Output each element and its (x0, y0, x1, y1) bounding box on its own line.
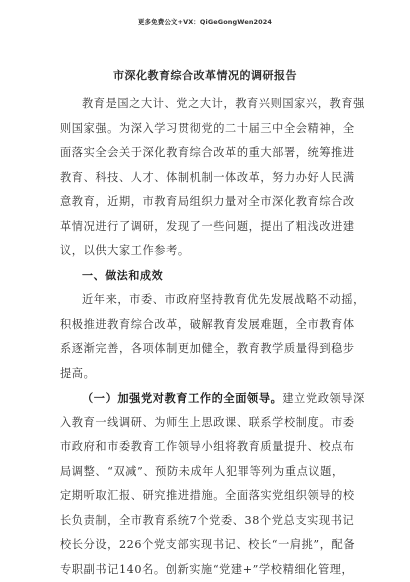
paragraph-line: 长负责制，全市教育系统7个党委、38个党总支实现书记 (60, 509, 350, 534)
paragraph-line: 校长分设，226个党支部实现书记、校长“一肩挑”，配备 (60, 533, 350, 558)
paragraph-line: 提高。 (60, 362, 350, 387)
paragraph-line: 专职副书记140名。创新实施“党建+”学校精细化管理， (60, 558, 350, 582)
section-heading: 一、做法和成效 (60, 264, 350, 289)
paragraph-line: 教育、科技、人才、体制机制一体改革，努力办好人民满 (60, 166, 350, 191)
paragraph-line: 积极推进教育综合改革，破解教育发展难题，全市教育体 (60, 313, 350, 338)
paragraph-line (60, 386, 350, 411)
paragraph-line: 革情况进行了调研，发现了一些问题，提出了粗浅改进建 (60, 215, 350, 240)
paragraph-line: 局调整、“双减”、预防未成年人犯罪等列为重点议题， (60, 460, 350, 485)
paragraph-line: 市政府和市委教育工作领导小组将教育质量提升、校点布 (60, 435, 350, 460)
paragraph-line: 系逐渐完善，各项体制更加健全，教育教学质量得到稳步 (60, 337, 350, 362)
subsection-paragraph (60, 386, 350, 582)
document-body (60, 92, 350, 582)
paragraph-line: 议，以供大家工作参考。 (60, 239, 350, 264)
paragraph-line: 定期听取汇报、研究推进措施。全面落实党组织领导的校 (60, 484, 350, 509)
paragraph-line: 面落实全会关于深化教育综合改革的重大部署，统筹推进 (60, 141, 350, 166)
paragraph-line: 近年来，市委、市政府坚持教育优先发展战略不动摇， (60, 288, 350, 313)
paragraph-text: 建立党政领导深 (282, 392, 365, 405)
intro-paragraph (60, 92, 350, 264)
subsection-heading: （一）加强党对教育工作的全面领导。 (82, 391, 282, 405)
paragraph-line: 则国家强。为深入学习贯彻党的二十届三中全会精神，全 (60, 117, 350, 142)
paragraph-line: 意教育，近期，市教育局组织力量对全市深化教育综合改 (60, 190, 350, 215)
paragraph-line: 教育是国之大计、党之大计，教育兴则国家兴，教育强 (60, 92, 350, 117)
document-title: 市深化教育综合改革情况的调研报告 (0, 67, 410, 83)
paragraph-line: 入教育一线调研、为师生上思政课、联系学校制度。市委 (60, 411, 350, 436)
header-note: 更多免费公文+VX：QiGeGongWen2024 (0, 17, 410, 26)
section-paragraph (60, 288, 350, 386)
